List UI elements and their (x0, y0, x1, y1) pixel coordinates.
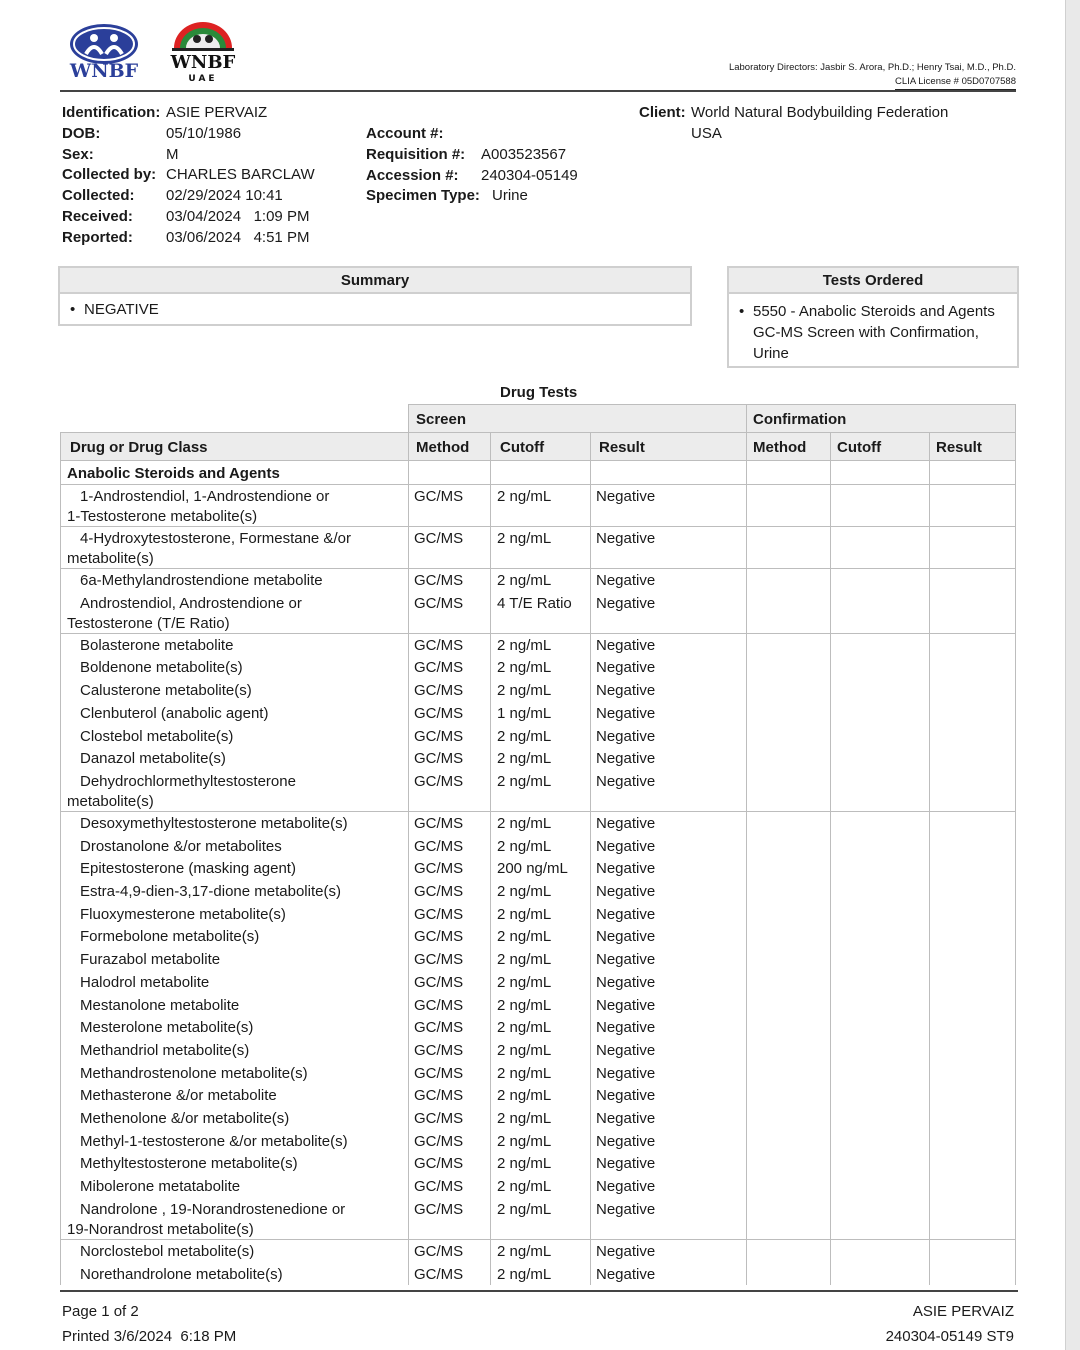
table-row (60, 856, 1015, 879)
drug-name: Nandrolone , 19-Norandrostenedione or (80, 1200, 346, 1218)
col-confirm-method: Method (753, 439, 807, 456)
drug-name: Mibolerone metatabolite (80, 1178, 241, 1196)
drug-name: 4-Hydroxytestosterone, Formestane &/or (80, 530, 351, 547)
screen-method: GC/MS (414, 905, 464, 923)
screen-result: Negative (596, 928, 656, 946)
wnbf-logo (64, 22, 144, 80)
screen-method: GC/MS (414, 883, 464, 900)
drug-name: Methasterone &/or metabolite (80, 1087, 277, 1105)
drug-name: Methandrostenolone metabolite(s) (80, 1064, 308, 1082)
screen-method: GC/MS (414, 594, 464, 612)
group-anabolic-steroids: Anabolic Steroids and Agents (67, 465, 280, 482)
specimen-type-value: Urine (492, 187, 528, 205)
clia-license: CLIA License # 05D0707588 (895, 75, 1016, 90)
col-drug-class: Drug or Drug Class (70, 439, 208, 456)
screen-cutoff: 2 ng/mL (497, 951, 552, 969)
tests-ordered-item: 5550 - Anabolic Steroids and Agents GC-MS Screen with Confirmation, Urine (753, 303, 995, 362)
screen-method: GC/MS (414, 1064, 464, 1082)
screen-result: Negative (596, 682, 656, 700)
table-row (60, 924, 1015, 947)
page-edge (1065, 0, 1080, 1350)
screen-cutoff: 2 ng/mL (497, 1242, 552, 1260)
accession-label: Accession #: (366, 166, 459, 184)
table-row (60, 1106, 1015, 1129)
table-row (60, 947, 1015, 970)
bullet-icon: • (70, 301, 76, 318)
accession-value: 240304-05149 (481, 166, 578, 184)
table-row (60, 724, 1015, 747)
footer-accession-code: 240304-05149 ST9 (885, 1328, 1014, 1345)
screen-cutoff: 2 ng/mL (497, 1019, 552, 1037)
screen-result: Negative (596, 704, 656, 722)
table-row (60, 902, 1015, 925)
dob-label: DOB: (62, 124, 101, 142)
drug-name: Methyl-1-testosterone &/or metabolite(s) (80, 1132, 348, 1150)
drug-name: 6a-Methylandrostendione metabolite (80, 572, 323, 589)
screen-cutoff: 4 T/E Ratio (497, 594, 572, 612)
footer-left (62, 1299, 236, 1349)
printed-date: Printed 3/6/2024 6:18 PM (62, 1328, 237, 1345)
collected-by-value: CHARLES BARCLAW (166, 166, 315, 184)
table-row (60, 811, 1015, 834)
page-number: Page 1 of 2 (62, 1303, 139, 1320)
drug-name: Halodrol metabolite (80, 973, 210, 991)
wnbf-uae-logo (166, 18, 240, 84)
screen-result: Negative (596, 750, 656, 768)
drug-name: Furazabol metabolite (80, 951, 221, 969)
screen-cutoff: 2 ng/mL (497, 1041, 552, 1059)
requisition-value: A003523567 (481, 145, 567, 163)
screen-result: Negative (596, 951, 656, 969)
table-row (60, 1038, 1015, 1061)
screen-method: GC/MS (414, 704, 464, 722)
received-label: Received: (62, 207, 133, 225)
table-row (60, 879, 1015, 902)
screen-result: Negative (596, 1155, 656, 1173)
screen-cutoff: 2 ng/mL (497, 883, 552, 900)
table-row (60, 484, 1015, 526)
screen-method: GC/MS (414, 750, 464, 768)
lab-directors (729, 61, 1016, 90)
identification-value: ASIE PERVAIZ (166, 104, 268, 121)
bullet-icon: • (739, 303, 745, 320)
drug-name-continued: metabolite(s) (67, 792, 154, 810)
screen-cutoff: 2 ng/mL (497, 905, 552, 923)
screen-method: GC/MS (414, 636, 464, 654)
screen-cutoff: 2 ng/mL (497, 1064, 552, 1082)
screen-result: Negative (596, 1064, 656, 1082)
col-confirm-cutoff: Cutoff (837, 439, 882, 456)
screen-cutoff: 2 ng/mL (497, 928, 552, 946)
screen-method: GC/MS (414, 1155, 464, 1173)
screen-method: GC/MS (414, 1019, 464, 1037)
screen-cutoff: 2 ng/mL (497, 1265, 552, 1283)
account-label: Account #: (366, 125, 444, 142)
drug-tests-table (60, 404, 1015, 1285)
screen-method: GC/MS (414, 772, 464, 790)
drug-name: Methandriol metabolite(s) (80, 1041, 250, 1059)
screen-result: Negative (596, 1041, 656, 1059)
screen-result: Negative (596, 996, 656, 1014)
tests-ordered-box (727, 266, 1019, 368)
screen-result: Negative (596, 1200, 656, 1218)
screen-cutoff: 2 ng/mL (497, 682, 552, 700)
screen-result: Negative (596, 1242, 656, 1260)
screen-cutoff: 2 ng/mL (497, 772, 552, 790)
table-row (60, 568, 1015, 591)
screen-cutoff: 2 ng/mL (497, 996, 552, 1014)
collected-value: 02/29/2024 10:41 (166, 187, 283, 205)
dob-value: 05/10/1986 (166, 124, 242, 142)
table-row (60, 1239, 1015, 1262)
table-row (60, 701, 1015, 724)
received-value: 03/04/2024 1:09 PM (166, 207, 310, 225)
screen-cutoff: 2 ng/mL (497, 750, 552, 768)
drug-name: Danazol metabolite(s) (80, 750, 226, 768)
screen-result: Negative (596, 973, 656, 991)
screen-result: Negative (596, 837, 656, 855)
sex-value: M (166, 145, 179, 163)
col-screen-cutoff: Cutoff (500, 439, 545, 456)
screen-method: GC/MS (414, 1110, 464, 1127)
reported-label: Reported: (62, 228, 133, 246)
drug-name: Estra-4,9-dien-3,17-dione metabolite(s) (80, 883, 341, 900)
screen-method: GC/MS (414, 727, 464, 745)
screen-method: GC/MS (414, 1242, 464, 1260)
screen-method: GC/MS (414, 814, 464, 832)
table-row (60, 591, 1015, 633)
screen-result: Negative (596, 1132, 656, 1150)
screen-cutoff: 2 ng/mL (497, 1132, 552, 1150)
screen-method: GC/MS (414, 1178, 464, 1196)
table-row (60, 970, 1015, 993)
drug-name: Bolasterone metabolite (80, 636, 234, 654)
screen-cutoff: 2 ng/mL (497, 1110, 552, 1127)
drug-name: Drostanolone &/or metabolites (80, 837, 282, 855)
account-info (366, 124, 578, 207)
screen-result: Negative (596, 1110, 656, 1127)
table-row (60, 1015, 1015, 1038)
screen-cutoff: 2 ng/mL (497, 814, 552, 832)
screen-method: GC/MS (414, 572, 464, 589)
patient-info (62, 103, 315, 249)
drug-name-continued: 19-Norandrost metabolite(s) (67, 1220, 254, 1238)
drug-name-continued: 1-Testosterone metabolite(s) (67, 508, 258, 525)
col-screen-result: Result (599, 439, 645, 456)
drug-tests-title: Drug Tests (500, 384, 578, 401)
tests-ordered-title: Tests Ordered (729, 268, 1017, 294)
screen-cutoff: 200 ng/mL (497, 860, 568, 878)
screen-method: GC/MS (414, 1041, 464, 1059)
screen-method: GC/MS (414, 837, 464, 855)
screen-result: Negative (596, 572, 656, 589)
wnbf-logo-text: WNBF (69, 60, 139, 80)
screen-result: Negative (596, 1019, 656, 1037)
summary-box (58, 266, 692, 326)
table-row (60, 993, 1015, 1016)
client-name: World Natural Bodybuilding Federation (691, 104, 949, 121)
client-country: USA (691, 124, 722, 142)
screen-cutoff: 2 ng/mL (497, 1178, 552, 1196)
wnbf-uae-logo-text: WNBF (170, 52, 236, 73)
screen-method: GC/MS (414, 659, 464, 677)
drug-name: Mestanolone metabolite (80, 996, 240, 1014)
screen-method: GC/MS (414, 928, 464, 946)
screen-cutoff: 2 ng/mL (497, 659, 552, 677)
screen-method: GC/MS (414, 973, 464, 991)
screen-result: Negative (596, 727, 656, 745)
client-info (639, 103, 948, 145)
sex-label: Sex: (62, 145, 94, 163)
drug-name: Mesterolone metabolite(s) (80, 1019, 254, 1037)
summary-title: Summary (60, 268, 690, 294)
screen-method: GC/MS (414, 860, 464, 878)
drug-name-continued: Testosterone (T/E Ratio) (67, 614, 230, 632)
table-row (60, 834, 1015, 857)
drug-name: Methyltestosterone metabolite(s) (80, 1155, 298, 1173)
table-row (60, 678, 1015, 701)
footer-patient-name: ASIE PERVAIZ (912, 1303, 1014, 1320)
screen-method: GC/MS (414, 1265, 464, 1283)
drug-name: Norclostebol metabolite(s) (80, 1242, 255, 1260)
drug-name: Clostebol metabolite(s) (80, 727, 234, 745)
screen-cutoff: 2 ng/mL (497, 1200, 552, 1218)
screen-result: Negative (596, 659, 656, 677)
screen-cutoff: 2 ng/mL (497, 530, 552, 547)
table-row (60, 633, 1015, 656)
identification-label: Identification: (62, 104, 161, 121)
reported-value: 03/06/2024 4:51 PM (166, 228, 310, 246)
header-divider (60, 90, 1016, 92)
screen-header: Screen (416, 411, 467, 428)
drug-name: Androstendiol, Androstendione or (80, 594, 302, 612)
screen-result: Negative (596, 488, 656, 505)
drug-name: Formebolone metabolite(s) (80, 928, 260, 946)
screen-result: Negative (596, 860, 656, 878)
screen-cutoff: 2 ng/mL (497, 973, 552, 991)
lab-directors-line: Laboratory Directors: Jasbir S. Arora, Ph.D.; Henry Tsai, M.D., Ph.D. (728, 62, 1016, 73)
drug-name-continued: metabolite(s) (67, 550, 154, 567)
drug-name: Calusterone metabolite(s) (80, 682, 252, 700)
screen-result: Negative (596, 1087, 656, 1105)
col-confirm-result: Result (936, 439, 982, 456)
confirmation-header: Confirmation (753, 411, 847, 428)
collected-by-label: Collected by: (62, 166, 157, 184)
screen-result: Negative (596, 814, 656, 832)
screen-cutoff: 2 ng/mL (497, 1087, 552, 1105)
screen-result: Negative (596, 1178, 656, 1196)
summary-result: NEGATIVE (84, 301, 159, 318)
table-row (60, 1151, 1015, 1174)
screen-cutoff: 2 ng/mL (497, 488, 552, 505)
screen-method: GC/MS (414, 1200, 464, 1218)
screen-result: Negative (596, 883, 656, 900)
footer-divider (60, 1290, 1018, 1292)
screen-result: Negative (596, 636, 656, 654)
screen-result: Negative (596, 530, 656, 547)
screen-method: GC/MS (414, 1132, 464, 1150)
drug-name: Desoxymethyltestosterone metabolite(s) (80, 814, 348, 832)
drug-name: 1-Androstendiol, 1-Androstendione or (80, 488, 330, 505)
table-row (60, 655, 1015, 678)
table-row (60, 1061, 1015, 1084)
table-row (60, 769, 1015, 811)
requisition-label: Requisition #: (366, 145, 466, 163)
screen-cutoff: 1 ng/mL (497, 704, 552, 722)
table-row (60, 1083, 1015, 1106)
table-row (60, 1129, 1015, 1152)
screen-cutoff: 2 ng/mL (497, 727, 552, 745)
screen-method: GC/MS (414, 488, 464, 505)
drug-name: Fluoxymesterone metabolite(s) (80, 905, 286, 923)
table-row (60, 1174, 1015, 1197)
screen-cutoff: 2 ng/mL (497, 636, 552, 654)
screen-cutoff: 2 ng/mL (497, 837, 552, 855)
col-screen-method: Method (416, 439, 470, 456)
specimen-type-label: Specimen Type: (366, 187, 480, 205)
client-label: Client: (639, 104, 686, 121)
screen-result: Negative (596, 1265, 656, 1283)
uae-text: UAE (188, 74, 218, 84)
screen-result: Negative (596, 905, 656, 923)
screen-method: GC/MS (414, 530, 464, 547)
table-row (60, 746, 1015, 769)
table-row (60, 1197, 1015, 1239)
collected-label: Collected: (62, 187, 135, 205)
screen-method: GC/MS (414, 682, 464, 700)
screen-method: GC/MS (414, 1087, 464, 1105)
drug-name: Epitestosterone (masking agent) (80, 860, 296, 878)
drug-name: Clenbuterol (anabolic agent) (80, 704, 269, 722)
screen-cutoff: 2 ng/mL (497, 1155, 552, 1173)
drug-name: Methenolone &/or metabolite(s) (80, 1110, 290, 1127)
table-row (60, 526, 1015, 568)
screen-method: GC/MS (414, 951, 464, 969)
drug-name: Dehydrochlormethyltestosterone (80, 772, 296, 790)
drug-name: Norethandrolone metabolite(s) (80, 1265, 283, 1283)
footer-right (886, 1299, 1014, 1349)
screen-cutoff: 2 ng/mL (497, 572, 552, 589)
screen-result: Negative (596, 594, 656, 612)
drug-name: Boldenone metabolite(s) (80, 659, 243, 677)
screen-result: Negative (596, 772, 656, 790)
table-row (60, 1262, 1015, 1285)
screen-method: GC/MS (414, 996, 464, 1014)
